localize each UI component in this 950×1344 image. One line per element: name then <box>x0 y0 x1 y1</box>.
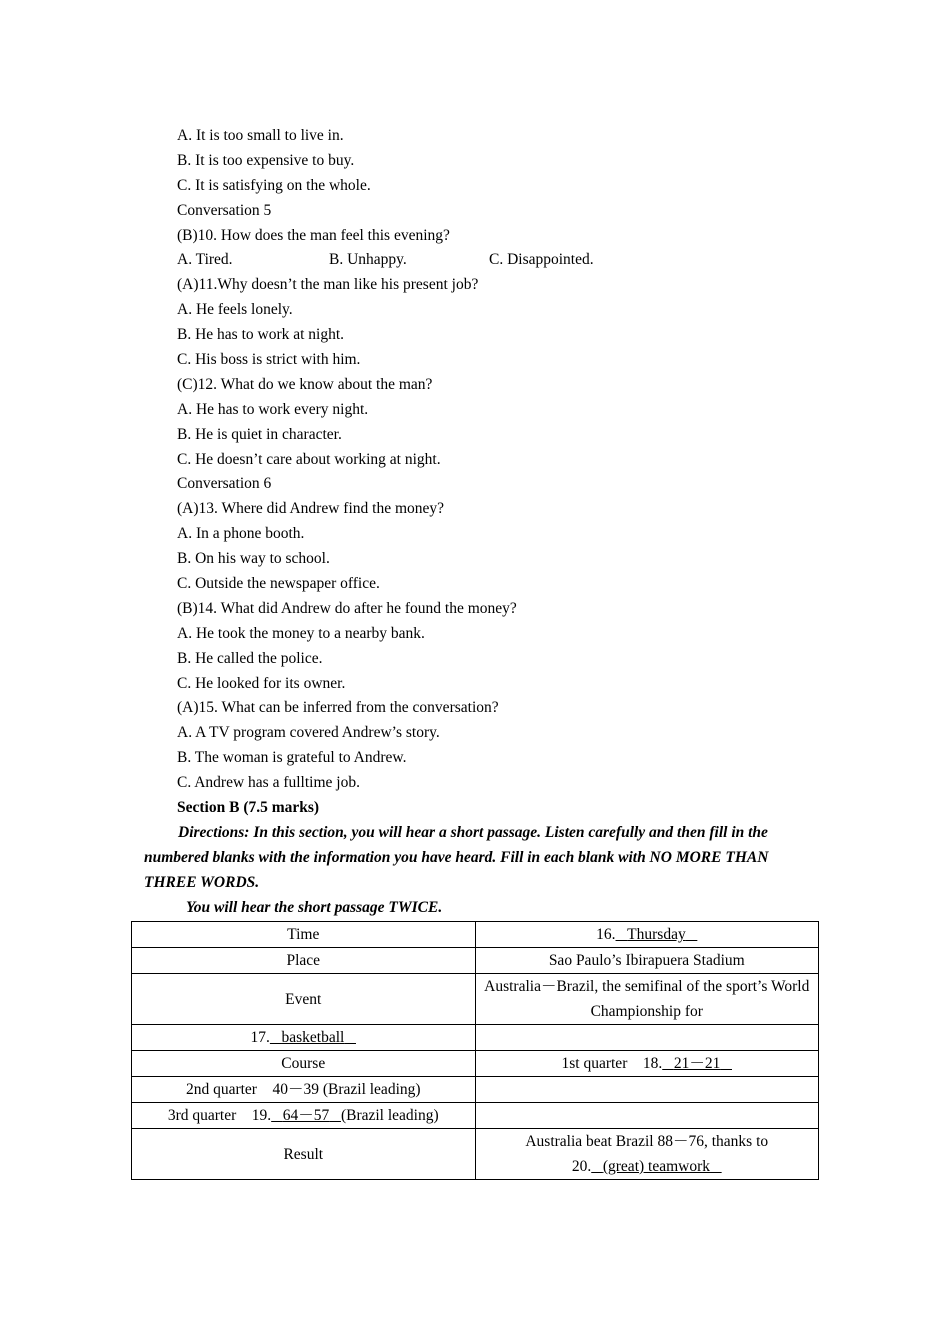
directions <box>144 821 814 896</box>
blank-number: 16. <box>596 926 616 943</box>
blank-number: 19. <box>251 1107 272 1124</box>
table-cell <box>132 1103 476 1129</box>
option: B. He called the police. <box>177 649 323 667</box>
table-row <box>132 922 819 948</box>
option: A. A TV program covered Andrew’s story. <box>177 724 440 742</box>
option: A. In a phone booth. <box>177 525 305 543</box>
option: C. Disappointed. <box>489 251 594 269</box>
table-cell <box>475 922 819 948</box>
table-cell <box>475 1129 819 1180</box>
question: (C)12. What do we know about the man? <box>177 375 433 393</box>
section-title: Section B <box>177 799 240 817</box>
table-row <box>132 1103 819 1129</box>
question: (A)13. Where did Andrew find the money? <box>177 500 445 518</box>
table-cell <box>475 1103 819 1129</box>
table-cell: Place <box>132 948 476 974</box>
option: C. He looked for its owner. <box>177 674 346 692</box>
question: (B)10. How does the man feel this evening? <box>177 226 450 244</box>
table-row <box>132 1025 819 1051</box>
score-note: (Brazil leading) <box>340 1107 439 1124</box>
result-line: Australia beat Brazil 88－76, thanks to <box>525 1133 769 1150</box>
option: B. He has to work at night. <box>177 326 345 344</box>
blank-answer <box>271 1107 341 1124</box>
question-list <box>177 124 857 821</box>
table-cell <box>475 1051 819 1077</box>
blank-answer <box>662 1055 732 1072</box>
conversation-heading: Conversation 5 <box>177 201 272 219</box>
answer-text: 64－57 <box>282 1107 330 1124</box>
answer-text: Thursday <box>627 926 686 943</box>
option: B. Unhappy. <box>329 251 407 269</box>
quarter-label: 1st quarter <box>561 1055 628 1072</box>
answer-text: (great) teamwork <box>602 1158 711 1175</box>
option: A. He took the money to a nearby bank. <box>177 624 425 642</box>
blank-answer <box>591 1158 721 1175</box>
option: B. On his way to school. <box>177 550 330 568</box>
table-cell <box>132 1025 476 1051</box>
table-row <box>132 1051 819 1077</box>
option: C. He doesn’t care about working at night. <box>177 450 441 468</box>
option: B. The woman is grateful to Andrew. <box>177 749 407 767</box>
blank-answer <box>270 1029 356 1046</box>
section-heading <box>177 796 857 821</box>
option: C. His boss is strict with him. <box>177 351 361 369</box>
result-blank <box>480 1154 815 1179</box>
table-row <box>132 974 819 1025</box>
option: C. It is satisfying on the whole. <box>177 176 371 194</box>
table-row <box>132 1077 819 1103</box>
question: (B)14. What did Andrew do after he found the money? <box>177 599 517 617</box>
option: A. Tired. <box>177 251 233 269</box>
option-row <box>177 248 857 273</box>
question: (A)11.Why doesn’t the man like his present job? <box>177 276 479 294</box>
table-cell: Result <box>132 1129 476 1180</box>
table-row <box>132 948 819 974</box>
option: B. He is quiet in character. <box>177 425 342 443</box>
question: (A)15. What can be inferred from the conversation? <box>177 699 499 717</box>
option: A. It is too small to live in. <box>177 127 344 144</box>
table-cell: Event <box>132 974 476 1025</box>
answer-text: 21－21 <box>673 1055 721 1072</box>
option: B. It is too expensive to buy. <box>177 151 355 169</box>
twice-note: You will hear the short passage TWICE. <box>186 899 443 916</box>
blank-answer <box>616 926 698 943</box>
section-marks: (7.5 marks) <box>243 799 320 817</box>
option: C. Outside the newspaper office. <box>177 575 380 593</box>
table-cell <box>475 1025 819 1051</box>
answer-table <box>131 921 819 1180</box>
table-cell <box>475 1077 819 1103</box>
blank-number: 18. <box>642 1055 663 1072</box>
directions-text: Directions: In this section, you will hear a short passage. Listen carefully and then fill in the numbered blanks with the information you have heard. Fill in each blank with NO MORE THAN THREE WORDS. <box>144 824 769 891</box>
quarter-label: 3rd quarter <box>167 1107 237 1124</box>
option: A. He has to work every night. <box>177 400 369 418</box>
table-cell: Course <box>132 1051 476 1077</box>
table-row <box>132 1129 819 1180</box>
table-cell: Australia－Brazil, the semifinal of the sport’s World Championship for <box>475 974 819 1025</box>
answer-text: basketball <box>281 1029 345 1046</box>
option: A. He feels lonely. <box>177 301 293 319</box>
blank-number: 20. <box>571 1158 592 1175</box>
table-cell: Sao Paulo’s Ibirapuera Stadium <box>475 948 819 974</box>
conversation-heading: Conversation 6 <box>177 475 272 493</box>
blank-number: 17. <box>250 1029 270 1046</box>
option: C. Andrew has a fulltime job. <box>177 774 360 792</box>
table-cell: Time <box>132 922 476 948</box>
table-cell: 2nd quarter 40－39 (Brazil leading) <box>132 1077 476 1103</box>
